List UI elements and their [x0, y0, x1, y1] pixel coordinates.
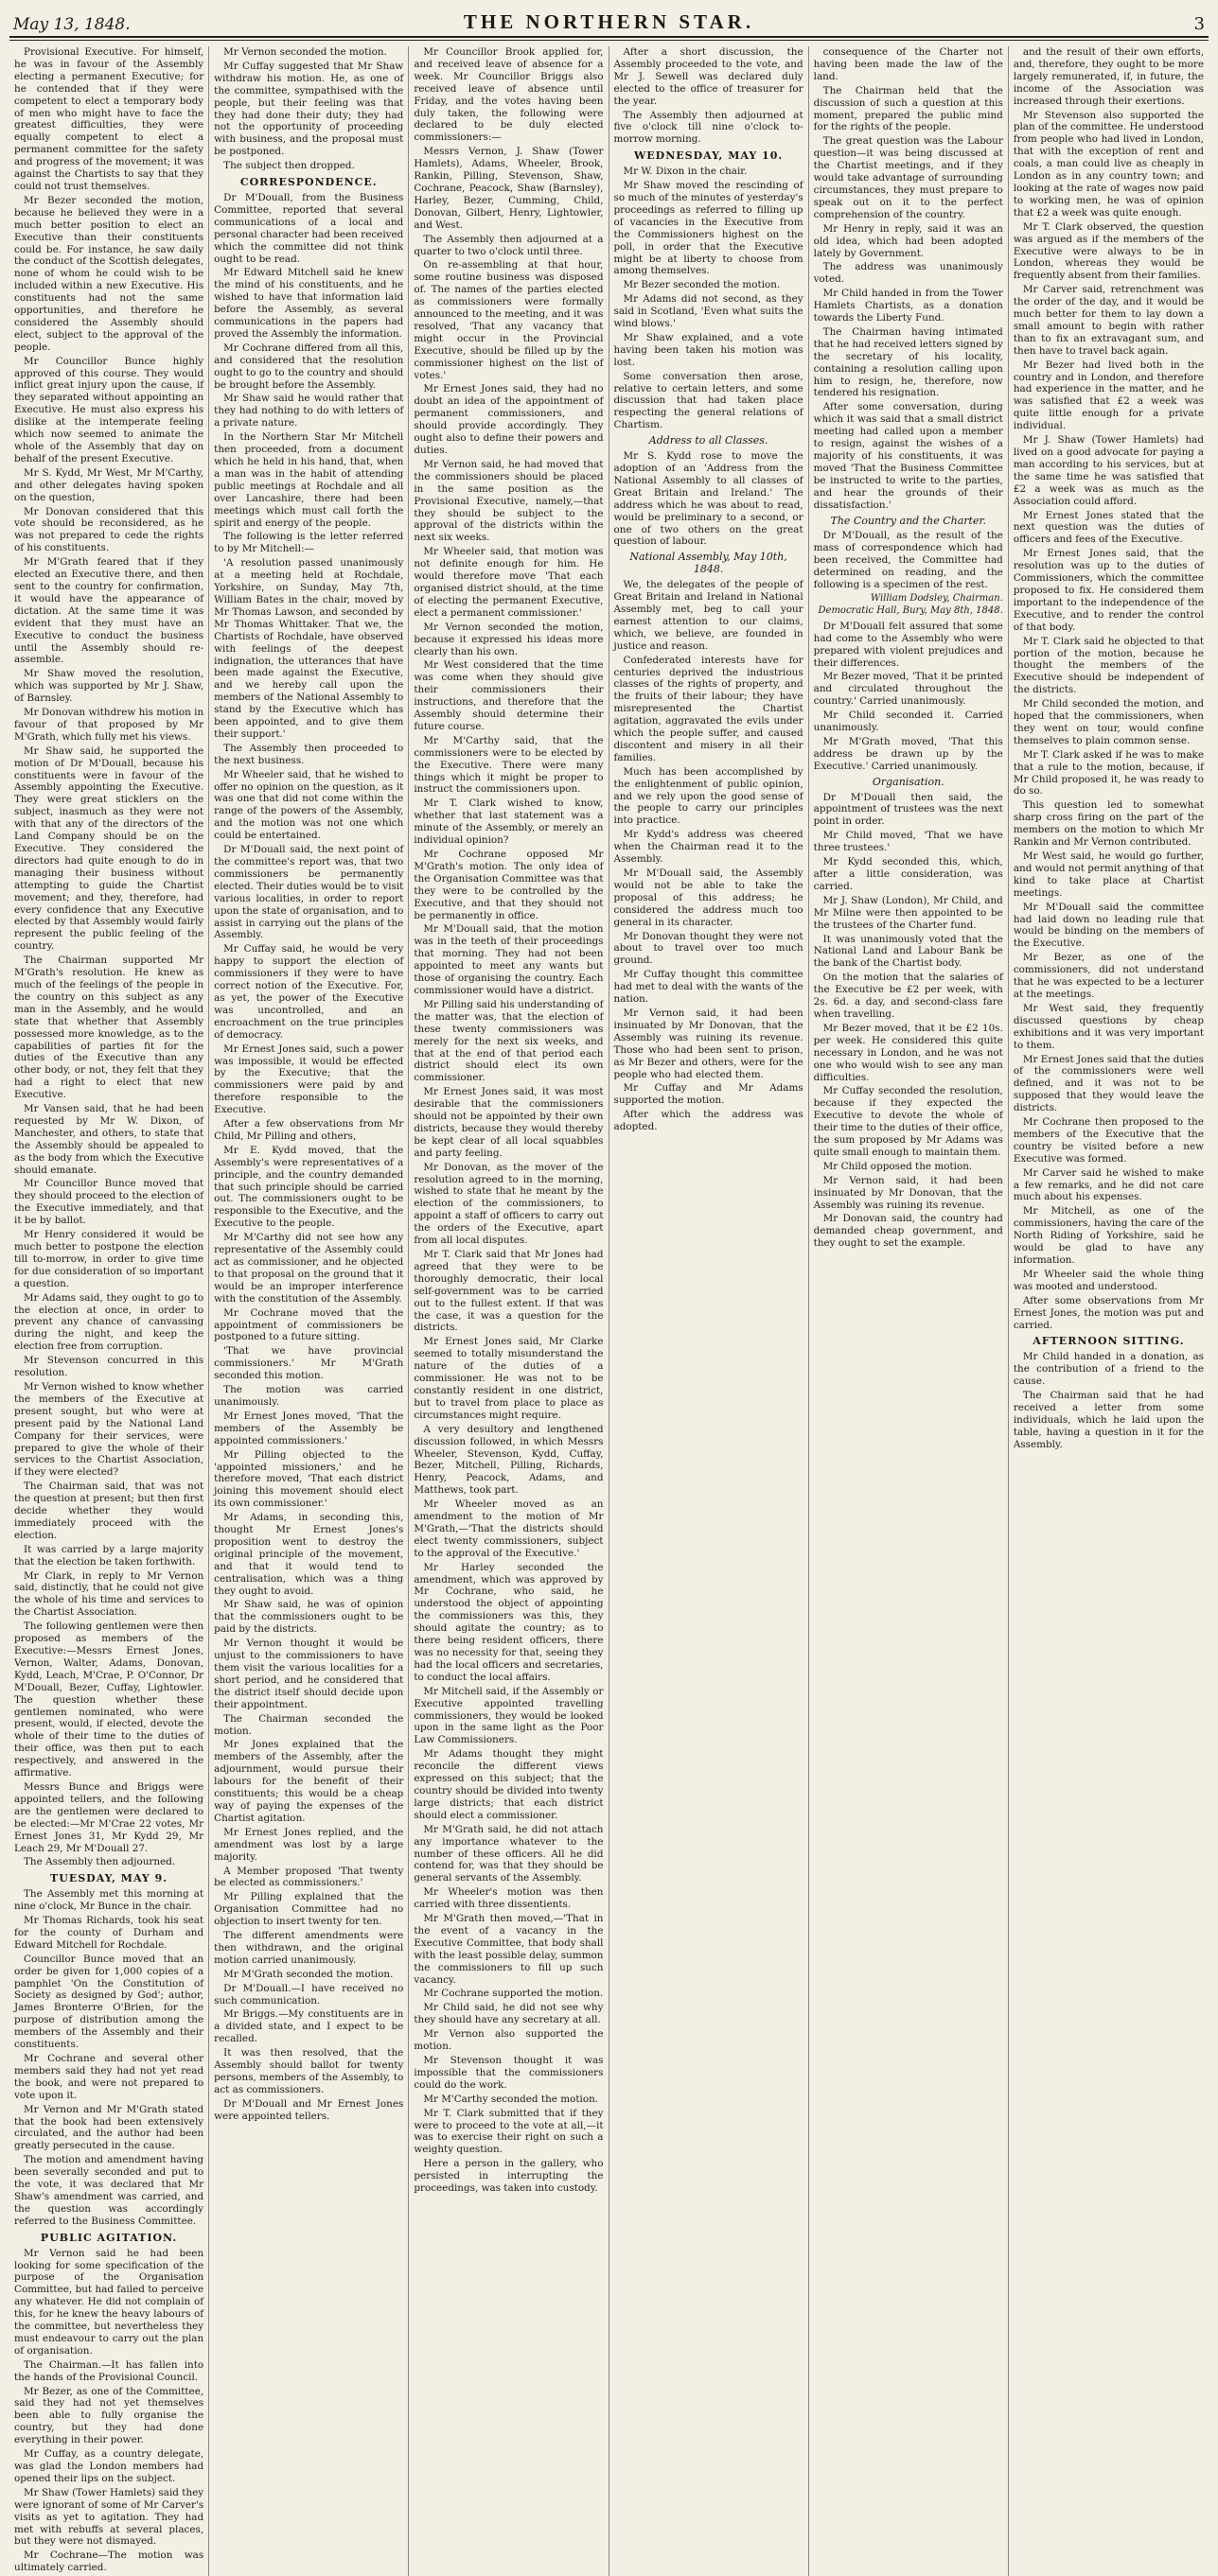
paragraph: Mr Cuffay said, he would be very happy to support the election of commissioners if they were to have correct notion of the Executive. For, as yet, the power of the Executive was uncontrolled, and an encroachment on the true principles of democracy.: [214, 943, 404, 1041]
section-heading: PUBLIC AGITATION.: [40, 2231, 178, 2244]
paragraph: Mr Pilling explained that the Organisation Committee had no objection to insert twenty for ten.: [214, 1891, 404, 1928]
paragraph: Mr T. Clark said he objected to that portion of the motion, because he thought the members of the Executive should be independent of the districts.: [1013, 635, 1204, 696]
paragraph: Mr T. Clark submitted that if they were to proceed to the vote at all,—it was to exercise their right on such a weighty question.: [414, 2107, 604, 2156]
paragraph: Mr Adams said, they ought to go to the election at once, in order to prevent any chance of canvassing during the night, and keep the election free from corruption.: [14, 1291, 204, 1353]
column-4: [609, 46, 809, 2576]
paragraph: Mr Thomas Richards, took his seat for the county of Durham and Edward Mitchell for Rochdale.: [14, 1915, 204, 1951]
paragraph: The Assembly met this morning at nine o'clock, Mr Bunce in the chair.: [14, 1888, 204, 1913]
paragraph: Mr Bezer, as one of the Committee, said they had not yet themselves been able to fully organise the country, but they had done everything in their power.: [14, 2385, 204, 2446]
paragraph: Some conversation then arose, relative to certain letters, and some discussion that had taken place respecting the general relations of Chartism.: [613, 370, 803, 431]
paragraph: Mr West considered that the time was come when they should give their commissioners their instructions, and therefore that the Assembly should determine their future course.: [414, 659, 604, 732]
paragraph: We, the delegates of the people of Great Britain and Ireland in National Assembly met, beg to call your earnest attention to our claims, which, we believe, are founded in justice and reason.: [613, 579, 803, 652]
paragraph: Much has been accomplished by the enlightenment of public opinion, and we rely upon the good sense of the people to carry our principles into practice.: [613, 765, 803, 827]
paragraph: Mr Ernest Jones stated that the next question was the duties of officers and fees of the Executive.: [1013, 509, 1204, 546]
paragraph: The Chairman said, that was not the question at present; but then first decide whether they would immediately proceed with the election.: [14, 1481, 204, 1541]
sub-heading: Organisation.: [872, 775, 944, 788]
paragraph: Mr Wheeler said the whole thing was mooted and understood.: [1013, 1268, 1204, 1292]
paragraph: Mr Cuffay, as a country delegate, was glad the London members had opened their lips on the subject.: [14, 2448, 204, 2484]
masthead: [9, 8, 1209, 38]
column-2: [209, 46, 409, 2576]
paragraph: The motion was carried unanimously.: [214, 1384, 404, 1408]
paragraph: Here a person in the gallery, who persisted in interrupting the proceedings, was taken into custody.: [414, 2158, 604, 2195]
paragraph: It was then resolved, that the Assembly should ballot for twenty persons, members of the Assembly, to act as commissioners.: [214, 2047, 404, 2095]
paragraph: The motion and amendment having been severally seconded and put to the vote, it was declared that Mr Shaw's amendment was carried, and the question was accordingly referred to the Business Committee.: [14, 2154, 204, 2227]
paragraph: Mr Bezer seconded the motion, because he believed they were in a much better position to elect an Executive than their constituents could be. For instance, he saw daily the conduct of the Scottish delegates, none of whom he could wish to be included within a new Executive. His constituents had not the same opportunities, and therefore he considered the Assembly should elect, subject to the approval of the people.: [14, 194, 204, 353]
paragraph: Dr M'Douall and Mr Ernest Jones were appointed tellers.: [214, 2097, 404, 2122]
paragraph: Mr Vernon said he had been looking for some specification of the purpose of the Organisation Committee, but had failed to perceive any whatever. He did not complain of this, for he knew the heavy labours of the committee, but nevertheless they must endeavour to carry out the plan of organisation.: [14, 2247, 204, 2357]
paragraph: Mr Vernon seconded the motion, because it expressed his ideas more clearly than his own.: [414, 621, 604, 657]
paragraph: The address was unanimously voted.: [813, 261, 1003, 286]
paragraph: It was unanimously voted that the National Land and Labour Bank be the bank of the Chartist body.: [813, 933, 1003, 970]
paragraph: Mr Donovan withdrew his motion in favour of that proposed by Mr M'Grath, which fully met his views.: [14, 707, 204, 743]
paragraph: Mr Vernon and Mr M'Grath stated that the book had been extensively circulated, and the author had been greatly persecuted in the cause.: [14, 2103, 204, 2152]
paragraph: On re-assembling at that hour, some routine business was disposed of. The names of the parties elected as commissioners were formally announced to the meeting, and it was resolved, 'That any vacancy that might occur in the Provincial Executive, should be filled up by the commissioner highest on the list of votes.': [414, 259, 604, 381]
paragraph: Mr M'Grath seconded the motion.: [223, 1968, 394, 1980]
paragraph: Mr M'Carthy said, that the commissioners were to be elected by the Executive. There were many things which it might be proper to instruct the commissioners upon.: [414, 734, 604, 796]
paragraph: It was carried by a large majority that the election be taken forthwith.: [14, 1543, 204, 1568]
paragraph: Mr Henry in reply, said it was an old idea, which had been adopted lately by Government.: [813, 222, 1003, 259]
paragraph: Mr Vernon said, it had been insinuated by Mr Donovan, that the Assembly was ruining its revenue. Those who had been sent to prison, as Mr Bezer and others, were for the people who had elected them.: [613, 1007, 803, 1080]
paragraph: Mr M'Grath then moved,—'That in the event of a vacancy in the Executive Committee, that body shall with the least possible delay, summon the commissioners to fill up such vacancy.: [414, 1913, 604, 1986]
paragraph: Mr T. Clark wished to know, whether that last statement was a minute of the Assembly, or merely an individual opinion?: [414, 797, 604, 847]
paragraph: In the Northern Star Mr Mitchell then proceeded, from a document which he held in his hand, that, when a man was in the habit of attending public meetings at Rochdale and all over Lancashire, there had been meetings which must call forth the spirit and energy of the people.: [214, 431, 404, 529]
paragraph: After which the address was adopted.: [613, 1109, 803, 1133]
column-1: [9, 46, 209, 2576]
paragraph: Mr Ernest Jones said, it was most desirable that the commissioners should not be appointed by their own districts, because they would thereby be kept clear of all local squabbles and party feeling.: [414, 1086, 604, 1159]
paragraph: consequence of the Charter not having been made the law of the land.: [813, 46, 1003, 82]
sub-heading: The Country and the Charter.: [830, 514, 986, 527]
paragraph: The Chairman.—It has fallen into the hands of the Provisional Council.: [14, 2358, 204, 2383]
paragraph: Dr M'Douall, from the Business Committee, reported that several communications of a local and personal character had been received which the committee did not think ought to be read.: [214, 191, 404, 265]
paragraph: Mr Child opposed the motion.: [822, 1160, 973, 1172]
paragraph: Mr Child said, he did not see why they should have any secretary at all.: [414, 2002, 604, 2026]
paragraph: Mr Shaw said he would rather that they had nothing to do with letters of a private nature.: [214, 393, 404, 429]
paragraph: Mr Cuffay suggested that Mr Shaw withdraw his motion. He, as one of the committee, sympathised with the people, but their feeling was that they had done their duty; they had not the opportunity of proceeding with business, and the proposal must be postponed.: [214, 60, 404, 158]
paragraph: Mr M'Douall said the committee had laid down no leading rule that would be binding on the members of the Executive.: [1013, 901, 1204, 950]
paragraph: Mr Wheeler moved as an amendment to the motion of Mr M'Grath,—'That the districts should elect twenty commissioners, subject to the approval of the Executive.': [414, 1498, 604, 1559]
paragraph: Mr Child seconded the motion, and hoped that the commissioners, when they went on tour, would confine themselves to plain common sense.: [1013, 698, 1204, 746]
section-heading: TUESDAY, MAY 9.: [50, 1872, 168, 1885]
paragraph: Mr Vernon also supported the motion.: [414, 2028, 604, 2053]
signature-line: William Dodsley, Chairman. Democratic Hall, Bury, May 8th, 1848.: [818, 592, 1003, 616]
paragraph: Mr E. Kydd moved, that the Assembly's were representatives of a principle, and the country demanded that such principle should be carried out. The commissioners ought to be responsible to the Executive, and the Executive to the people.: [214, 1144, 404, 1230]
paragraph: Mr Bezer moved, 'That it be printed and circulated throughout the country.' Carried unanimously.: [813, 671, 1003, 708]
paragraph: The Assembly then adjourned.: [24, 1856, 176, 1868]
paragraph: Mr Vernon said, he had moved that the commissioners should be placed in the same position as the Provisional Executive, namely,—that they should be subject to the approval of the districts within the next six weeks.: [414, 458, 604, 544]
section-heading: WEDNESDAY, MAY 10.: [633, 149, 784, 163]
paragraph: Mr Adams thought they might reconcile the different views expressed on this subject; that the country should be divided into twenty large districts; that each district should elect a commissioner.: [414, 1748, 604, 1821]
paragraph: Mr Child seconded it. Carried unanimously.: [813, 710, 1003, 734]
paragraph: 'That we have provincial commissioners.' Mr M'Grath seconded this motion.: [214, 1345, 404, 1382]
paragraph: Mr W. Dixon in the chair.: [623, 166, 748, 178]
page-number: 3: [1193, 14, 1205, 34]
paragraph: Mr Kydd's address was cheered when the Chairman read it to the Assembly.: [613, 829, 803, 866]
paragraph: Mr Cochrane—The motion was ultimately carried.: [14, 2550, 204, 2574]
section-heading: AFTERNOON SITTING.: [1033, 1335, 1185, 1348]
paragraph: Mr Pilling objected to the 'appointed missioners,' and he therefore moved, 'That each district joining this movement should elect its own commissioner.': [214, 1448, 404, 1510]
paragraph: The different amendments were then withdrawn, and the original motion carried unanimously.: [214, 1930, 404, 1966]
paragraph: Mr M'Grath moved, 'That this address be drawn up by the Executive.' Carried unanimously.: [813, 735, 1003, 772]
paragraph: Provisional Executive. For himself, he was in favour of the Assembly electing a permanent Executive; for he contended that if they were competent to elect a temporary body of men who might have to face the greatest difficulties, they were equally competent to elect a permanent committee for the safety and progress of the movement; it was against the Chartists to say that they could not trust themselves.: [14, 46, 204, 192]
paragraph: Mr Adams, in seconding this, thought Mr Ernest Jones's proposition went to destroy the original principle of the movement, and that it would tend to centralisation, which was a thing they ought to avoid.: [214, 1512, 404, 1597]
paragraph: Mr J. Shaw (Tower Hamlets) had lived on a good advocate for paying a man according to his services, but at the same time he was satisfied that £2 a week was as much as the Association could afford.: [1013, 434, 1204, 507]
paragraph: Mr West said, he would go further, and would not permit anything of that kind to take place at Chartist meetings.: [1013, 850, 1204, 899]
paragraph: Mr Shaw said, he was of opinion that the commissioners ought to be paid by the districts.: [214, 1599, 404, 1636]
paragraph: Mr Cuffay thought this committee had met to deal with the wants of the nation.: [613, 969, 803, 1006]
paragraph: On the motion that the salaries of the Executive be £2 per week, with 2s. 6d. a day, and second-class fare when travelling.: [813, 972, 1003, 1020]
paragraph: Mr Cochrane and several other members said they had not yet read the book, and were not prepared to vote upon it.: [14, 2053, 204, 2101]
column-6: [1009, 46, 1209, 2576]
paragraph: Mr S. Kydd rose to move the adoption of an 'Address from the National Assembly to all classes of Great Britain and Ireland.' The address which he was about to read, would be preliminary to a second, or one of two others on the great question of labour.: [613, 450, 803, 548]
paragraph: Mr Harley seconded the amendment, which was approved by Mr Cochrane, who said, he understood the object of appointing the commissioners was this, they should agitate the country; as to there being resident officers, there was no necessity for that, seeing they had the local officers and secretaries, to conduct the local affairs.: [414, 1561, 604, 1683]
paragraph: Mr M'Douall said, the Assembly would not be able to take the proposal of this address; he considered the address much too general in its character.: [613, 867, 803, 928]
paragraph: Mr Child handed in from the Tower Hamlets Chartists, as a donation towards the Liberty Fund.: [813, 288, 1003, 324]
paragraph: Mr Stevenson concurred in this resolution.: [14, 1355, 204, 1379]
paragraph: The Chairman seconded the motion.: [214, 1712, 404, 1737]
paragraph: Mr Councillor Brook applied for, and received leave of absence for a week. Mr Councillor Briggs also received leave of absence until Friday, and the votes having been duly taken, the following were declared to be duly elected commissioners:—: [414, 46, 604, 144]
paragraph: Mr Ernest Jones said, Mr Clarke seemed to totally misunderstand the nature of the duties of a commissioner. He was not to be constantly resident in one district, but to travel from place to place as circumstances might require.: [414, 1336, 604, 1421]
paragraph: Mr Henry considered it would be much better to postpone the election till to-morrow, in order to give time for due consideration of so important a question.: [14, 1229, 204, 1289]
paragraph: The Assembly then proceeded to the next business.: [214, 742, 404, 766]
paragraph: The following gentlemen were then proposed as members of the Executive:—Messrs Ernest Jones, Vernon, Walter, Adams, Donovan, Kydd, Leach, M'Crae, P. O'Connor, Dr M'Douall, Bezer, Cuffay, Lightowler. The question whether these gentlemen nominated, who were present, would, if elected, devote the whole of their time to the duties of their office, was then put to each respectively, and answered in the affirmative.: [14, 1621, 204, 1779]
paragraph: Mr Mitchell, as one of the commissioners, having the care of the North Riding of Yorkshire, said he would be glad to have any information.: [1013, 1205, 1204, 1266]
paragraph: The great question was the Labour question—it was being discussed at the Chartist meetings, and if they would take advantage of surrounding circumstances, they must prepare to speak out on it to the perfect comprehension of the country.: [813, 135, 1003, 220]
paragraph: Mr Shaw explained, and a vote having been taken his motion was lost.: [613, 331, 803, 368]
paragraph: Mr Ernest Jones said that the duties of the commissioners were well defined, and it was not to be supposed that they would leave the districts.: [1013, 1053, 1204, 1114]
paragraph: Dr M'Douall.—I have received no such communication.: [214, 1982, 404, 2006]
paragraph: Mr Carver said, retrenchment was the order of the day, and it would be much better for them to lay down a small amount to begin with rather than to fix an extravagant sum, and then have to travel back again.: [1013, 284, 1204, 357]
paragraph: After some observations from Mr Ernest Jones, the motion was put and carried.: [1013, 1294, 1204, 1331]
paragraph: Mr Jones explained that the members of the Assembly, after the adjournment, would pursue their labours for the benefit of their constituents; this would be a cheap way of paying the expenses of the Chartist agitation.: [214, 1739, 404, 1824]
paragraph: Mr Donovan said, the country had demanded cheap government, and they ought to set the example.: [813, 1213, 1003, 1250]
paragraph: Mr Vernon thought it would be unjust to the commissioners to have them visit the various localities for a short period, and he considered that the district itself should decide upon their appointment.: [214, 1638, 404, 1710]
paragraph: Mr Councillor Bunce highly approved of this course. They would inflict great injury upon the cause, if they separated without appointing an Executive. He must also express his dislike at the intemperate feeling which now seemed to animate the whole of the Assembly that day on behalf of the present Executive.: [14, 355, 204, 464]
paragraph: This question led to somewhat sharp cross firing on the part of the members on the motion to which Mr Rankin and Mr Vernon contributed.: [1013, 799, 1204, 849]
paragraph: After a few observations from Mr Child, Mr Pilling and others,: [214, 1118, 404, 1142]
issue-date: May 13, 1848.: [13, 15, 131, 34]
paragraph: The Assembly then adjourned at a quarter to two o'clock until three.: [414, 233, 604, 257]
paragraph: Mr Adams did not second, as they said in Scotland, 'Even what suits the wind blows.': [613, 293, 803, 330]
paragraph: Mr Cuffay and Mr Adams supported the motion.: [613, 1082, 803, 1107]
paragraph: A Member proposed 'That twenty be elected as commissioners.': [214, 1865, 404, 1889]
paragraph: Councillor Bunce moved that an order be given for 1,000 copies of a pamphlet 'On the Constitution of Society as designed by God'; author, James Bronterre O'Brien, for the purpose of distribution among the members of the Assembly and their constituents.: [14, 1953, 204, 2051]
paragraph: Mr Clark, in reply to Mr Vernon said, distinctly, that he could not give the whole of his time and services to the Chartist Association.: [14, 1569, 204, 1619]
paragraph: Mr Shaw said, he supported the motion of Dr M'Douall, because his constituents were in favour of the Assembly appointing the Executive. They were great sticklers on the subject, inasmuch as they were not with that any of the directors of the Land Company should be on the Executive. They considered the directors had quite enough to do in managing their business without attempting to guide the Chartist movement; and they, therefore, had every confidence that any Executive elected by that Assembly would fairly represent the public feeling of the country.: [14, 745, 204, 953]
paragraph: Mr Cochrane then proposed to the members of the Executive that the country be visited before a new Executive was formed.: [1013, 1116, 1204, 1165]
paragraph: Mr Ernest Jones said, that the resolution was up to the duties of Commissioners, which the committee proposed to fix. He considered them important to the independence of the Executive, and to render the control of that body.: [1013, 548, 1204, 633]
paragraph: Mr Ernest Jones said, such a power was impossible, it would be effected by the Executive; that the commissioners were paid by and therefore responsible to the Executive.: [214, 1043, 404, 1116]
paragraph: The subject then dropped.: [223, 160, 355, 172]
paragraph: Mr Wheeler said, that motion was not definite enough for him. He would therefore move 'That each organised district should, at the time of electing the permanent Executive, elect a permanent commissioner.': [414, 546, 604, 619]
paragraph: Mr Stevenson thought it was impossible that the commissioners could do the work.: [414, 2055, 604, 2091]
masthead-rule: [9, 40, 1209, 43]
paragraph: The Chairman said that he had received a letter from some individuals, which he laid upon the table, having a question in it for the Assembly.: [1013, 1390, 1204, 1450]
paragraph: Mr Shaw (Tower Hamlets) said they were ignorant of some of Mr Carver's visits as yet to agitation. They had met with rebuffs at several places, but they were not dismayed.: [14, 2486, 204, 2548]
paragraph: Mr Edward Mitchell said he knew the mind of his constituents, and he wished to have that information laid before the Assembly, as several communications in the papers had proved the Assembly the information.: [214, 267, 404, 340]
paragraph: The Assembly then adjourned at five o'clock till nine o'clock to-morrow morning.: [613, 109, 803, 146]
paragraph: Mr Shaw moved the rescinding of so much of the minutes of yesterday's proceedings as referred to filling up of vacancies in the Executive from the Commissioners highest on the poll, in order that the Executive might be at liberty to choose from among themselves.: [613, 180, 803, 277]
paragraph: Mr Vernon seconded the motion.: [223, 46, 387, 58]
paragraph: Mr West said, they frequently discussed questions by cheap exhibitions and it was very important to them.: [1013, 1002, 1204, 1051]
paragraph: Mr Pilling said his understanding of the matter was, that the election of these twenty commissioners was merely for the next six weeks, and that at the end of that period each district should elect its own commissioner.: [414, 998, 604, 1084]
paragraph: Mr M'Carthy seconded the motion.: [423, 2093, 599, 2105]
paragraph: Mr Ernest Jones said, they had no doubt an idea of the appointment of permanent commissioners, and should provide accordingly. They ought also to define their powers and duties.: [414, 383, 604, 456]
paragraph: After a short discussion, the Assembly proceeded to the vote, and Mr J. Sewell was declared duly elected to the office of treasurer for the year.: [613, 46, 803, 107]
paragraph: Mr T. Clark observed, the question was argued as if the members of the Executive were always to be in London, whereas they would be frequently absent from their families.: [1013, 220, 1204, 282]
paragraph: Mr Mitchell said, if the Assembly or Executive appointed travelling commissioners, they would be looked upon in the same light as the Poor Law Commissioners.: [414, 1685, 604, 1746]
columns-container: [9, 46, 1209, 2574]
paragraph: Mr Councillor Bunce moved that they should proceed to the election of the Executive immediately, and that it be by ballot.: [14, 1178, 204, 1227]
paragraph: Mr Ernest Jones replied, and the amendment was lost by a large majority.: [214, 1826, 404, 1863]
paragraph: Mr Wheeler said, that he wished to offer no opinion on the question, as it was one that did not come within the range of the powers of the Assembly, and the motion was not one which could be entertained.: [214, 768, 404, 842]
paragraph: Mr Kydd seconded this, which, after a little consideration, was carried.: [813, 856, 1003, 892]
paragraph: Mr T. Clark asked if he was to make that a rule to the motion, because, if Mr Child proposed it, he was ready to do so.: [1013, 748, 1204, 797]
paragraph: Mr Stevenson also supported the plan of the committee. He understood from people who had lived in London, that with the exception of rent and coals, a man could live as cheaply in London as in any country town; and looking at the rate of wages now paid to working men, he was of opinion that £2 a week was quite enough.: [1013, 109, 1204, 219]
paragraph: Mr Shaw moved the resolution, which was supported by Mr J. Shaw, of Barnsley.: [14, 668, 204, 705]
paragraph: Mr Vansen said, that he had been requested by Mr W. Dixon, of Manchester, and others, to state that the Assembly should be appealed to as the body from which the Executive should emanate.: [14, 1103, 204, 1176]
paragraph: Mr Carver said he wished to make a few remarks, and he did not care much about his expenses.: [1013, 1166, 1204, 1203]
paragraph: Mr Child handed in a donation, as the contribution of a friend to the cause.: [1013, 1351, 1204, 1388]
paragraph: Mr J. Shaw (London), Mr Child, and Mr Milne were then appointed to be the trustees of the Charter fund.: [813, 894, 1003, 931]
paragraph: Mr Cochrane supported the motion.: [423, 1988, 604, 2000]
paragraph: Mr Cochrane opposed Mr M'Grath's motion. The only idea of the Organisation Committee was that they were to be controlled by the Executive, and that they should not be permanently in office.: [414, 849, 604, 921]
paragraph: Mr Cochrane differed from all this, and considered that the resolution ought to go to the country and should be brought before the Assembly.: [214, 342, 404, 391]
paragraph: Mr Child moved, 'That we have three trustees.': [813, 830, 1003, 854]
paragraph: Mr Bezer, as one of the commissioners, did not understand that he was expected to be a lecturer at the meetings.: [1013, 952, 1204, 1000]
paragraph: Mr Donovan, as the mover of the resolution agreed to in the morning, wished to state that he meant by the election of the commissioners, to appoint a staff of officers to carry out the orders of the Executive, apart from all local disputes.: [414, 1161, 604, 1247]
paragraph: Mr M'Douall said, that the motion was in the teeth of their proceedings that morning. They had not been appointed to meet any wants but those of organising the country. Each commissioner would have a district.: [414, 923, 604, 996]
paragraph: Mr M'Grath feared that if they elected an Executive there, and then sent to the country for confirmation, it would have the appearance of dictation. At the same time it was evident that they must have an Executive to conduct the business until the Assembly should re-assemble.: [14, 556, 204, 666]
paragraph: Mr Vernon wished to know whether the members of the Executive at present sought, but who were at present paid by the National Land Company for their services, were prepared to give the whole of their services to the Chartist Association, if they were elected?: [14, 1380, 204, 1479]
paragraph: After some conversation, during which it was said that a small district meeting had called upon a member to resign, against the wishes of a majority of his constituents, it was moved 'That the Business Committee be instructed to write to the parties, and hear the grounds of their dissatisfaction.': [813, 401, 1003, 511]
paragraph: Confederated interests have for centuries deprived the industrious classes of the rights of property, and the fruits of their labour; they have misrepresented the Chartist agitation, aggravated the evils under which the people suffer, and caused discontent and misery in all their families.: [613, 654, 803, 763]
paragraph: Mr Cochrane moved that the appointment of commissioners be postponed to a future sitting.: [214, 1306, 404, 1343]
paragraph: A very desultory and lengthened discussion followed, in which Messrs Wheeler, Stevenson, Kydd, Cuffay, Bezer, Mitchell, Pilling, Richards, Henry, Peacock, Adams, and Matthews, took part.: [414, 1423, 604, 1497]
paragraph: Mr S. Kydd, Mr West, Mr M'Carthy, and other delegates having spoken on the question,: [14, 466, 204, 503]
paragraph: Mr Vernon said, it had been insinuated by Mr Donovan, that the Assembly was ruining its revenue.: [813, 1174, 1003, 1211]
section-heading: CORRESPONDENCE.: [239, 176, 378, 189]
paragraph: 'A resolution passed unanimously at a meeting held at Rochdale, Yorkshire, on Sunday, May 7th, William Bates in the chair, moved by Mr Thomas Lawson, and seconded by Mr Thomas Whittaker. That we, the Chartists of Rochdale, have observed with feelings of the deepest indignation, the utterances that have been made against the Executive, and we hereby call upon the members of the National Assembly to stand by the Executive which has been appointed, and to give them their support.': [214, 557, 404, 740]
paragraph: Dr M'Douall then said, the appointment of trustees was the next point in order.: [813, 791, 1003, 828]
paragraph: Mr Ernest Jones moved, 'That the members of the Assembly be appointed commissioners.': [214, 1410, 404, 1446]
paragraph: Mr M'Carthy did not see how any representative of the Assembly could act as commissioner, and he objected to that proposal on the ground that it would be an improper interference with the constitution of the Assembly.: [214, 1232, 404, 1305]
paragraph: and the result of their own efforts, and, therefore, they ought to be more largely remunerated, if, in future, the income of the Association was increased through their exertions.: [1013, 46, 1204, 107]
sub-heading: National Assembly, May 10th, 1848.: [629, 551, 787, 576]
paragraph: Dr M'Douall said, the next point of the committee's report was, that two commissioners be permanently elected. Their duties would be to visit various localities, in order to report upon the state of organisation, and to assist in carrying out the plans of the Assembly.: [214, 844, 404, 941]
paragraph: Mr Donovan thought they were not about to travel over too much ground.: [613, 930, 803, 967]
paragraph: Messrs Vernon, J. Shaw (Tower Hamlets), Adams, Wheeler, Brook, Rankin, Pilling, Stevenson, Shaw, Cochrane, Peacock, Shaw (Barnsley), Harley, Bezer, Cumming, Child, Donovan, Gilbert, Henry, Lightowler, and West.: [414, 146, 604, 231]
paragraph: Mr M'Grath said, he did not attach any importance whatever to the number of these officers. All he did contend for, was that they should be general servants of the Assembly.: [414, 1823, 604, 1884]
paragraph: Mr Bezer had lived both in the country and in London, and therefore had experience in the matter, and he was satisfied that £2 a week was quite little enough for a private individual.: [1013, 359, 1204, 432]
paragraph: Mr Cuffay seconded the resolution, because if they expected the Executive to devote the whole of their time to the duties of their office, the sum proposed by Mr Adams was quite small enough to maintain them.: [813, 1085, 1003, 1158]
paragraph: Dr M'Douall felt assured that some had come to the Assembly who were prepared with violent prejudices and their differences.: [813, 620, 1003, 669]
sub-heading: Address to all Classes.: [648, 434, 768, 447]
paragraph: Mr Wheeler's motion was then carried with three dissentients.: [414, 1886, 604, 1911]
paragraph: The Chairman held that the discussion of such a question at this moment, prepared the public mind for the rights of the people.: [813, 84, 1003, 133]
paragraph: The Chairman supported Mr M'Grath's resolution. He knew as much of the feelings of the people in the country on this subject as any man in the Assembly, and he would state that whether that Assembly possessed more knowledge, as to the capabilities of parties fit for the duties of the Executive than any other body, or not, they felt that they had a right to elect that new Executive.: [14, 955, 204, 1101]
paragraph: Mr T. Clark said that Mr Jones had agreed that they were to be thoroughly democratic, their local self-government was to be carried out to the fullest extent. If that was the case, it was a question for the districts.: [414, 1249, 604, 1334]
paragraph: The following is the letter referred to by Mr Mitchell:—: [214, 531, 404, 555]
column-3: [409, 46, 609, 2576]
paragraph: Mr Donovan considered that this vote should be reconsidered, as he was not prepared to cede the rights of his constituents.: [14, 505, 204, 554]
paragraph: Mr Bezer moved, that it be £2 10s. per week. He considered this quite necessary in London, and he was not one who would wish to see any man difficulties.: [813, 1022, 1003, 1083]
paragraph: Mr Bezer seconded the motion.: [623, 279, 781, 291]
newspaper-title: THE NORTHERN STAR.: [463, 10, 755, 33]
paragraph: The Chairman having intimated that he had received letters signed by the secretary of his locality, containing a resolution calling upon him to resign, he, therefore, now tendered his resignation.: [813, 325, 1003, 399]
paragraph: Messrs Bunce and Briggs were appointed tellers, and the following are the gentlemen were declared to be elected:—Mr M'Crae 22 votes, Mr Ernest Jones 31, Mr Kydd 29, Mr Leach 29, Mr M'Douall 27.: [14, 1780, 204, 1854]
column-5: [809, 46, 1009, 2576]
paragraph: Mr Briggs.—My constituents are in a divided state, and I expect to be recalled.: [214, 2008, 404, 2045]
paragraph: Dr M'Douall, as the result of the mass of correspondence which had been received, the Committee had determined on reading, and the following is a specimen of the rest.: [813, 530, 1003, 591]
